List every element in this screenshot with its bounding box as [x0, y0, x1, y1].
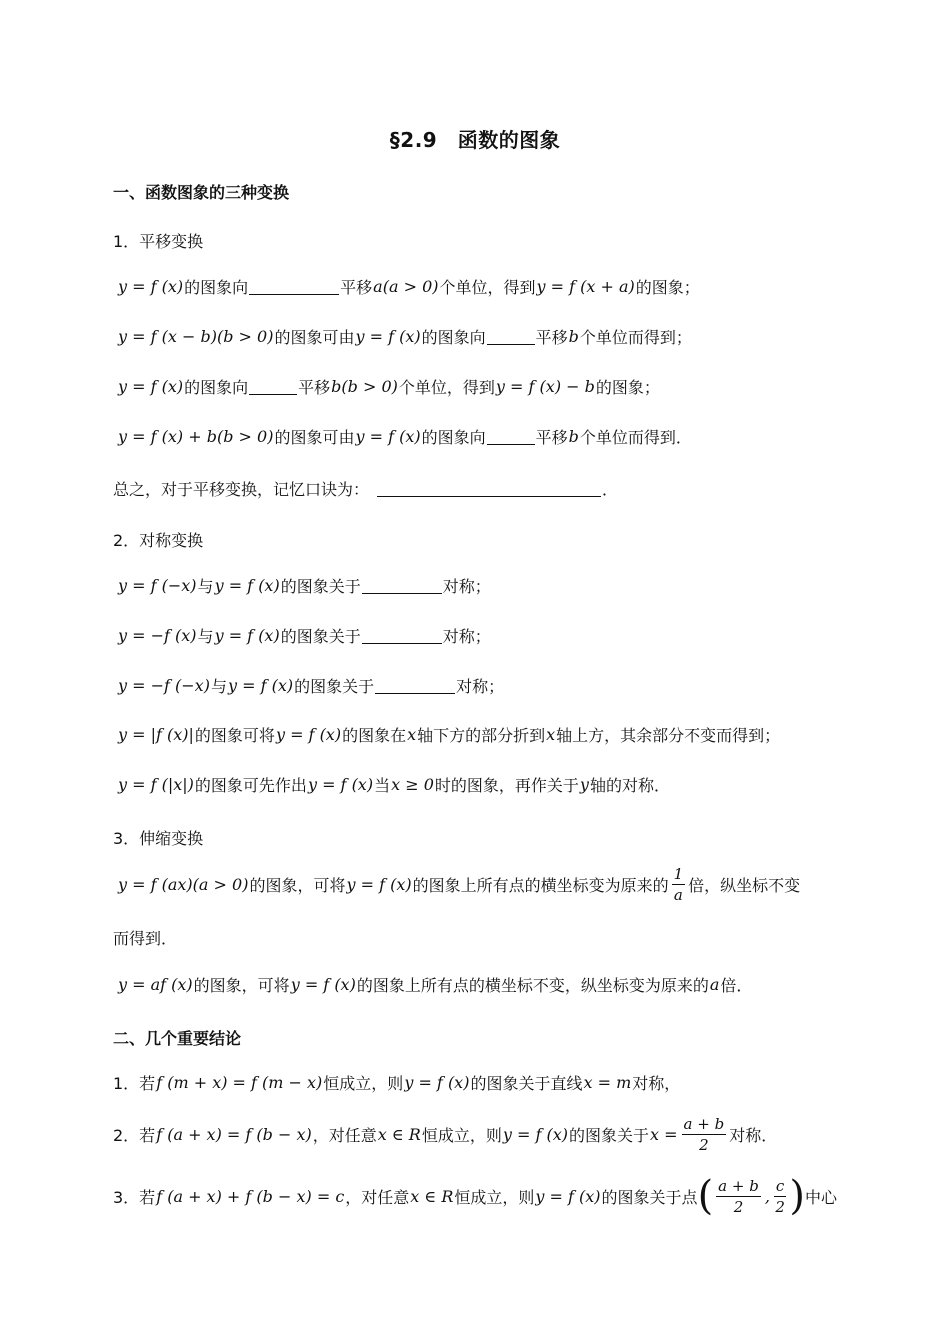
formula: y = f (x) [355, 426, 421, 446]
fraction-numerator: a + b [683, 1114, 725, 1133]
formula: f (a + x) + f (b − x) = c [156, 1186, 345, 1206]
fraction-c-over-2 [774, 1176, 786, 1217]
subheading-symmetry: 2．对称变换 [113, 531, 204, 550]
formula: y = f (x) [214, 575, 280, 595]
scaling-line-2 [117, 969, 752, 999]
text: 个单位，得到 [398, 377, 495, 397]
formula: y = f (x) [355, 326, 421, 346]
fill-blank[interactable] [487, 428, 535, 445]
symmetry-line-2 [117, 620, 491, 650]
formula: y = f (x + a) [536, 276, 635, 296]
fill-blank[interactable] [249, 378, 297, 395]
text: 的图象关于 [280, 626, 361, 646]
text: 恒成立，则 [454, 1187, 535, 1207]
formula: y = f (x) + b(b > 0) [118, 426, 274, 446]
text: 的图象关于 [294, 676, 375, 696]
translation-line-4 [117, 421, 692, 451]
text: 的图象可先作出 [194, 775, 307, 795]
fraction-numerator: a + b [718, 1176, 759, 1195]
fraction-numerator: 1 [673, 864, 684, 883]
comma: , [764, 1186, 770, 1206]
item-number: 2．若 [113, 1125, 156, 1145]
formula: y = af (x) [118, 974, 193, 994]
item-number: 1．若 [113, 1073, 156, 1093]
text: 的图象，可将 [249, 875, 346, 895]
fraction-denominator: a [673, 885, 683, 904]
formula: y = f (x) [275, 724, 342, 744]
formula: y = f (x) − b [495, 376, 595, 396]
formula: y = f (x) [502, 1124, 568, 1144]
text: 倍，纵坐标不变 [688, 875, 801, 895]
conclusion-3 [113, 1170, 837, 1222]
text: 平移 [535, 327, 568, 347]
text: 总之，对于平移变换，记忆口诀为： [113, 479, 370, 499]
subheading-scaling: 3．伸缩变换 [113, 829, 204, 848]
text: 对称； [442, 626, 491, 646]
formula: b(b > 0) [331, 376, 398, 396]
translation-line-3 [117, 371, 660, 401]
text: 的图象可由 [274, 427, 355, 447]
text: 的图象可将 [194, 725, 275, 745]
formula: x ∈ R [377, 1124, 421, 1144]
formula: y = f (x) [404, 1072, 470, 1092]
conclusion-1 [113, 1067, 680, 1097]
text: 的图象向 [421, 427, 486, 447]
formula: y = f (x) [307, 774, 374, 794]
formula: y = f (x) [290, 974, 356, 994]
section-heading-transformations: 一、函数图象的三种变换 [113, 183, 290, 202]
formula: f (a + x) = f (b − x) [156, 1124, 312, 1144]
formula: y [579, 774, 589, 794]
text: ． [602, 479, 619, 499]
formula: a [709, 974, 720, 994]
text: 的图象向 [184, 377, 249, 397]
formula: y = f (ax)(a > 0) [118, 874, 249, 894]
text: 轴上方，其余部分不变而得到； [556, 725, 781, 745]
text: 个单位而得到； [579, 327, 692, 347]
page-title: §2.9 函数的图象 [389, 128, 561, 152]
formula: x [407, 724, 417, 744]
section-heading-conclusions: 二、几个重要结论 [113, 1029, 242, 1048]
text: 的图象在 [342, 725, 407, 745]
formula: y = f (x) [227, 675, 294, 695]
text: 的图象关于 [569, 1125, 650, 1145]
fraction-numerator: c [775, 1176, 785, 1195]
formula: y = f (x) [118, 276, 184, 296]
translation-line-1 [117, 271, 700, 301]
symmetry-line-4 [117, 719, 780, 749]
formula: y = f (|x|) [118, 774, 194, 794]
text: 轴下方的部分折到 [417, 725, 546, 745]
text: 的图象向 [421, 327, 486, 347]
text: 对称； [456, 676, 505, 696]
text: 的图象； [635, 277, 700, 297]
text: 与 [210, 676, 227, 696]
formula: y = f (x) [535, 1186, 601, 1206]
text: 当 [374, 775, 391, 795]
left-paren: ( [697, 1173, 714, 1219]
text: 恒成立，则 [421, 1125, 502, 1145]
formula: y = f (−x) [118, 575, 197, 595]
formula: y = f (x) [118, 376, 184, 396]
item-number: 3．若 [113, 1187, 156, 1207]
text: 中心 [804, 1187, 837, 1207]
text: 的图象关于直线 [470, 1073, 583, 1093]
fill-blank[interactable] [377, 480, 601, 497]
fill-blank[interactable] [362, 577, 442, 594]
text: 的图象； [595, 377, 660, 397]
right-paren: ) [789, 1173, 805, 1219]
formula: b [568, 326, 579, 346]
fraction-a-plus-b-over-2 [682, 1114, 727, 1155]
fraction-denominator: 2 [775, 1197, 785, 1216]
conclusion-2 [113, 1110, 777, 1158]
text: 与 [197, 626, 214, 646]
text: 的图象可由 [274, 327, 355, 347]
subheading-translation: 1．平移变换 [113, 232, 204, 251]
text: 平移 [340, 277, 373, 297]
formula: x = [650, 1124, 678, 1144]
text: ，对任意 [345, 1187, 410, 1207]
formula: y = |f (x)| [118, 724, 194, 744]
summary-line [113, 473, 618, 503]
text: 与 [197, 576, 214, 596]
fraction-one-over-a [672, 864, 686, 905]
formula: y = −f (−x) [118, 675, 210, 695]
scaling-line-1-continued: 而得到． [113, 929, 178, 948]
formula: x ≥ 0 [391, 774, 434, 794]
fraction-a-plus-b-over-2 [716, 1176, 761, 1217]
formula: y = −f (x) [118, 625, 197, 645]
symmetry-line-3 [117, 670, 504, 700]
symmetry-line-1 [117, 570, 491, 600]
text: 的图象上所有点的横坐标不变，纵坐标变为原来的 [356, 975, 709, 995]
text: 倍． [720, 975, 753, 995]
text: 个单位，得到 [439, 277, 536, 297]
formula: y = f (x) [346, 874, 412, 894]
fill-blank[interactable] [487, 328, 535, 345]
symmetry-line-5 [117, 769, 670, 799]
formula: f (m + x) = f (m − x) [156, 1072, 323, 1092]
text: 的图象关于 [280, 576, 361, 596]
text: 轴的对称． [589, 775, 670, 795]
fill-blank[interactable] [362, 627, 442, 644]
fill-blank[interactable] [249, 278, 339, 295]
scaling-line-1 [117, 860, 800, 908]
text: 的图象关于点 [601, 1187, 698, 1207]
text: 平移 [298, 377, 331, 397]
formula: a(a > 0) [373, 276, 439, 296]
text: 对称； [442, 576, 491, 596]
text: 对称， [632, 1073, 681, 1093]
fraction-denominator: 2 [733, 1197, 744, 1216]
formula: x = m [583, 1072, 632, 1092]
text: ，对任意 [312, 1125, 377, 1145]
formula: b [568, 426, 579, 446]
text: 的图象，可将 [193, 975, 290, 995]
text: 时的图象，再作关于 [434, 775, 579, 795]
translation-line-2 [117, 321, 692, 351]
text: 个单位而得到． [579, 427, 692, 447]
formula: x [546, 724, 556, 744]
formula: x ∈ R [410, 1186, 454, 1206]
text: 的图象上所有点的横坐标变为原来的 [412, 875, 669, 895]
text: 的图象向 [184, 277, 249, 297]
text: 对称． [729, 1125, 778, 1145]
text: 恒成立，则 [323, 1073, 404, 1093]
fraction-denominator: 2 [699, 1135, 709, 1154]
text: 平移 [535, 427, 568, 447]
formula: y = f (x) [214, 625, 280, 645]
formula: y = f (x − b)(b > 0) [118, 326, 274, 346]
fill-blank[interactable] [375, 677, 455, 694]
